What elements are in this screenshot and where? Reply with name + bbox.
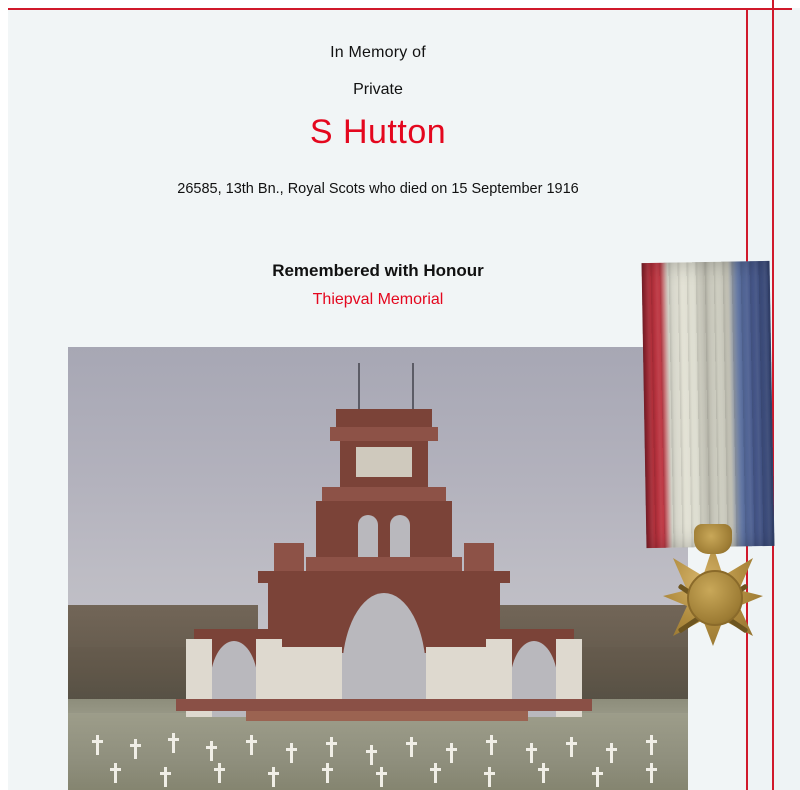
tower-cap	[336, 409, 432, 427]
tower-base-band	[306, 557, 462, 571]
star-center-wreath	[687, 570, 743, 626]
tower-opening-left	[358, 515, 378, 557]
thiepval-memorial-photograph	[68, 347, 688, 790]
border-rule-top	[8, 8, 792, 10]
medal-star	[654, 524, 772, 674]
tower-band	[322, 487, 446, 501]
memorial-name-line: Thiepval Memorial	[312, 291, 444, 308]
service-details-line: 26585, 13th Bn., Royal Scots who died on 15 September 1916	[177, 181, 579, 197]
tower-mid	[316, 501, 452, 557]
arch-lintel	[258, 571, 510, 583]
terrace-upper	[176, 699, 592, 711]
medal-ribbon-texture	[642, 261, 775, 548]
tower-panel	[356, 447, 412, 477]
1914-15-star-medal	[634, 262, 782, 772]
page-margin-left	[0, 0, 8, 790]
name-heading: S Hutton	[309, 113, 447, 151]
flag-mast-left	[358, 363, 360, 411]
flag-mast-right	[412, 363, 414, 411]
remembered-with-honour-line: Remembered with Honour	[272, 261, 484, 280]
page-margin-top	[0, 0, 800, 8]
tower-opening-right	[390, 515, 410, 557]
rank-line: Private	[353, 81, 403, 98]
cemetery-crosses	[68, 719, 688, 790]
crown-icon	[694, 524, 732, 554]
tower-cornice	[330, 427, 438, 441]
in-memory-of-line: In Memory of	[330, 44, 426, 61]
